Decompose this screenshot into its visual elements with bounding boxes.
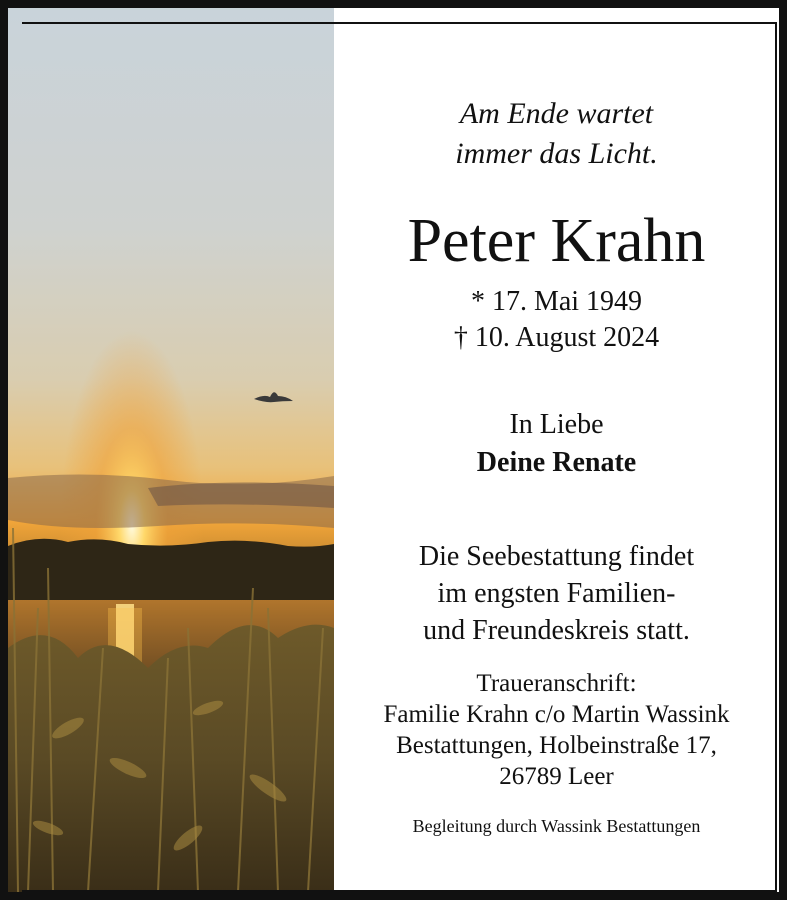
motto [334, 94, 779, 174]
motto-line-2: immer das Licht. [455, 137, 658, 170]
address-label: Traueranschrift: [476, 670, 637, 697]
notice-body [8, 8, 779, 892]
life-dates [334, 284, 779, 356]
address-line-2: Bestattungen, Holbeinstraße 17, [396, 732, 717, 759]
motto-line-1: Am Ende wartet [459, 97, 654, 130]
burial-line-2: im engsten Familien- [437, 578, 676, 609]
address-line-3: 26789 Leer [499, 763, 614, 790]
farewell-line: In Liebe [509, 409, 604, 440]
burial-line-1: Die Seebestattung findet [418, 541, 695, 572]
farewell [334, 406, 779, 482]
burial-notice [334, 538, 779, 649]
burial-line-3: und Freundeskreis statt. [423, 615, 690, 646]
address-line-1: Familie Krahn c/o Martin Wassink [383, 701, 730, 728]
deceased-name: Peter Krahn [407, 207, 706, 275]
farewell-signature: Deine Renate [476, 447, 637, 478]
mourning-address [334, 668, 779, 792]
death-date: † 10. August 2024 [453, 322, 660, 353]
sunset-lake-photo [8, 8, 334, 892]
birth-date: * 17. Mai 1949 [470, 286, 643, 317]
funeral-home-credit: Begleitung durch Wassink Bestattungen [412, 816, 701, 836]
notice-text-column [334, 8, 779, 892]
